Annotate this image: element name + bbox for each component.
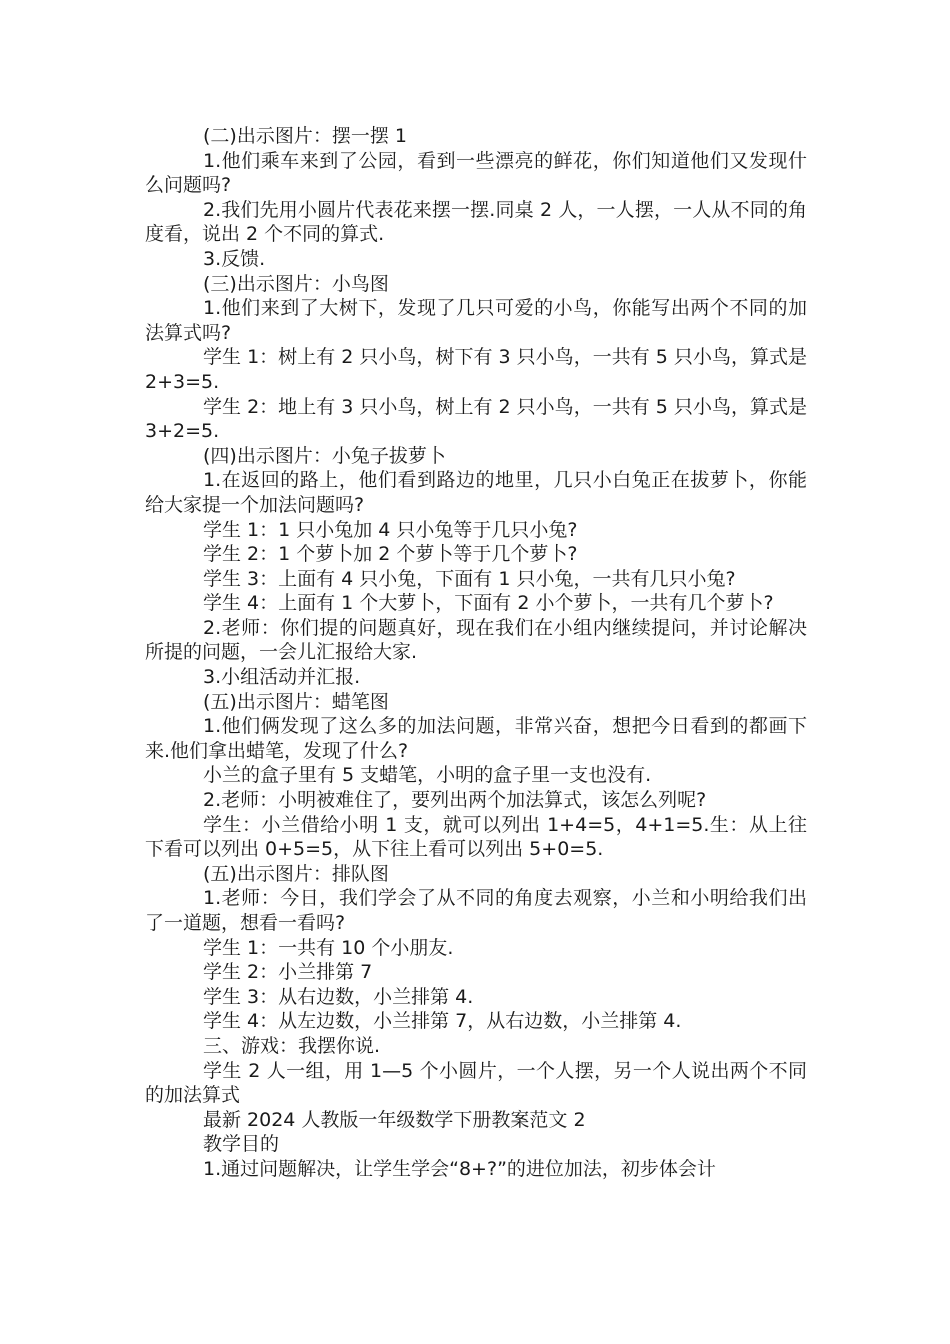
paragraph: 1.他们来到了大树下，发现了几只可爱的小鸟，你能写出两个不同的加法算式吗?: [145, 297, 807, 344]
document-body: [145, 124, 807, 1182]
paragraph: 学生 2 人一组，用 1—5 个小圆片，一个人摆，另一个人说出两个不同的加法算式: [145, 1059, 807, 1107]
paragraph: 1.他们俩发现了这么多的加法问题，非常兴奋，想把今日看到的都画下来.他们拿出蜡笔，发现了什么?: [145, 715, 807, 762]
paragraph: 小兰的盒子里有 5 支蜡笔，小明的盒子里一支也没有.: [203, 764, 652, 787]
paragraph: 2.老师：小明被难住了，要列出两个加法算式，该怎么列呢?: [203, 789, 707, 812]
paragraph: 学生 1：树上有 2 只小鸟，树下有 3 只小鸟，一共有 5 只小鸟，算式是 2+3=5.: [145, 346, 807, 393]
paragraph: 学生 1：一共有 10 个小朋友.: [203, 936, 454, 959]
section-heading-rabbit: (四)出示图片：小兔子拔萝卜: [203, 444, 446, 467]
section-heading-bird: (三)出示图片：小鸟图: [203, 272, 389, 295]
section-heading-arrange: (二)出示图片：摆一摆 1: [203, 125, 407, 147]
paragraph: 学生 3：从右边数，小兰排第 4.: [203, 985, 474, 1008]
paragraph: 1.通过问题解决，让学生学会“8+?”的进位加法，初步体会计: [203, 1157, 716, 1180]
section-heading-objectives: 教学目的: [203, 1133, 280, 1156]
paragraph: 学生 3：上面有 4 只小兔，下面有 1 只小兔，一共有几只小兔?: [203, 567, 736, 590]
paragraph: 学生 4：从左边数，小兰排第 7，从右边数，小兰排第 4.: [203, 1010, 682, 1033]
paragraph: 学生 2：地上有 3 只小鸟，树上有 2 只小鸟，一共有 5 只小鸟，算式是 3+2=5.: [145, 395, 807, 443]
section-heading-queue: (五)出示图片：排队图: [203, 862, 389, 885]
paragraph: 3.反馈.: [203, 247, 266, 270]
paragraph: 学生 2：1 个萝卜加 2 个萝卜等于几个萝卜?: [203, 543, 578, 566]
section-heading-crayon: (五)出示图片：蜡笔图: [203, 690, 389, 713]
section-heading-game: 三、游戏：我摆你说.: [203, 1034, 381, 1057]
paragraph: 1.在返回的路上，他们看到路边的地里，几只小白兔正在拔萝卜，你能给大家提一个加法问题吗?: [145, 469, 807, 516]
document-title-2: 最新 2024 人教版一年级数学下册教案范文 2: [203, 1108, 586, 1131]
paragraph: 2.我们先用小圆片代表花来摆一摆.同桌 2 人，一人摆，一人从不同的角度看，说出 2 个不同的算式.: [145, 198, 807, 246]
paragraph: 学生：小兰借给小明 1 支，就可以列出 1+4=5，4+1=5.生：从上往下看可以列出 0+5=5，从下往上看可以列出 5+0=5.: [145, 813, 807, 861]
paragraph: 学生 4：上面有 1 个大萝卜，下面有 2 小个萝卜，一共有几个萝卜?: [203, 592, 774, 615]
paragraph: 1.他们乘车来到了公园，看到一些漂亮的鲜花，你们知道他们又发现什么问题吗?: [145, 149, 807, 197]
paragraph: 1.老师：今日，我们学会了从不同的角度去观察，小兰和小明给我们出了一道题，想看一看吗?: [145, 887, 807, 934]
paragraph: 2.老师：你们提的问题真好，现在我们在小组内继续提问，并讨论解决所提的问题，一会儿汇报给大家.: [145, 616, 807, 664]
paragraph: 3.小组活动并汇报.: [203, 666, 361, 689]
paragraph: 学生 2：小兰排第 7: [203, 961, 373, 984]
paragraph: 学生 1：1 只小兔加 4 只小兔等于几只小兔?: [203, 518, 578, 541]
